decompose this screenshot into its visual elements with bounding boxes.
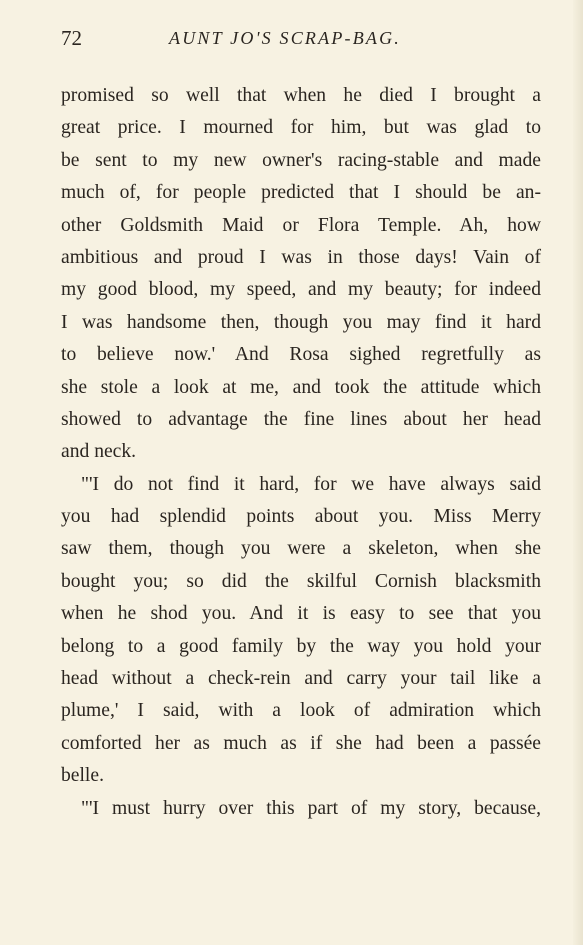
text-line: great price. I mourned for him, but was glad to	[61, 117, 541, 139]
text-line: head without a check-rein and carry your tail like a	[61, 668, 541, 690]
text-line: showed to advantage the fine lines about her head	[61, 408, 541, 430]
text-line: belong to a good family by the way you hold your	[61, 635, 541, 657]
text-line: she stole a look at me, and took the attitude which	[61, 376, 541, 398]
text-line: saw them, though you were a skeleton, when she	[61, 538, 541, 560]
body-text	[61, 80, 541, 825]
page-edge-shadow	[573, 0, 583, 945]
page-number: 72	[61, 26, 82, 50]
text-line: ambitious and proud I was in those days! Vain of	[61, 246, 541, 268]
text-line: other Goldsmith Maid or Flora Temple. Ah, how	[61, 214, 541, 236]
text-line: plume,' I said, with a look of admiration which	[61, 700, 541, 722]
text-line: belle.	[61, 765, 104, 787]
page-header	[61, 26, 541, 50]
text-line: and neck.	[61, 441, 137, 463]
text-line: comforted her as much as if she had been a passée	[61, 732, 541, 754]
text-line: "'I do not find it hard, for we have always said	[81, 473, 541, 495]
text-line: bought you; so did the skilful Cornish blacksmith	[61, 570, 541, 592]
text-line: be sent to my new owner's racing-stable and made	[61, 149, 541, 171]
text-line: when he shod you. And it is easy to see that you	[61, 603, 541, 625]
text-line: my good blood, my speed, and my beauty; for indeed	[61, 279, 541, 301]
text-line: you had splendid points about you. Miss Merry	[61, 506, 541, 528]
text-line: much of, for people predicted that I should be an-	[61, 182, 541, 204]
text-line: to believe now.' And Rosa sighed regretfully as	[61, 344, 541, 366]
text-line: promised so well that when he died I brought a	[61, 85, 541, 106]
text-line: I was handsome then, though you may find it hard	[61, 311, 541, 333]
text-line: "'I must hurry over this part of my story, because,	[81, 797, 541, 819]
running-title: AUNT JO'S SCRAP-BAG.	[169, 28, 401, 48]
